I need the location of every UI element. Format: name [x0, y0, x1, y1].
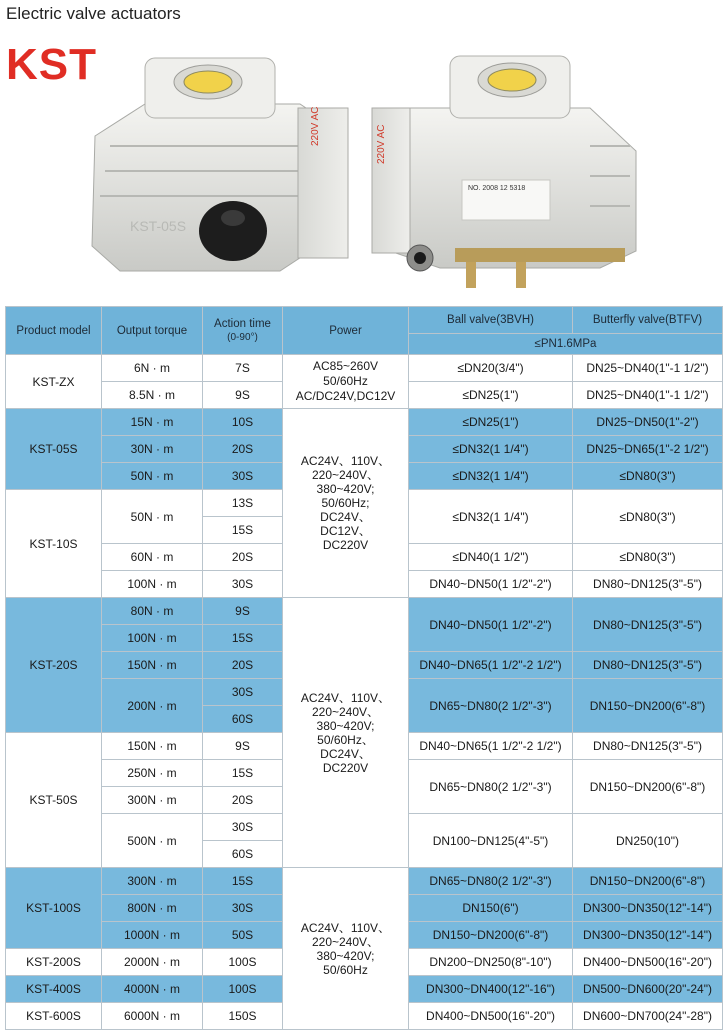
model-cell: KST-400S — [6, 976, 102, 1003]
torque-cell: 15N · m — [102, 409, 203, 436]
model-cell: KST-600S — [6, 1003, 102, 1030]
header-pressure: ≤PN1.6MPa — [409, 334, 723, 355]
torque-cell: 80N · m — [102, 598, 203, 625]
nameplate-text: NO. 2008 12 5318 — [468, 185, 526, 192]
power-cell-zx: AC85~260V 50/60Hz AC/DC24V,DC12V — [283, 355, 409, 409]
butterfly-cell: DN80~DN125(3"-5") — [573, 571, 723, 598]
torque-cell: 50N · m — [102, 463, 203, 490]
torque-cell: 100N · m — [102, 625, 203, 652]
torque-cell: 200N · m — [102, 679, 203, 733]
butterfly-cell: DN400~DN500(16"-20") — [573, 949, 723, 976]
ball-cell: DN40~DN65(1 1/2"-2 1/2") — [409, 652, 573, 679]
brand-logo: KST — [6, 40, 97, 89]
ball-cell: ≤DN32(1 1/4") — [409, 463, 573, 490]
time-cell: 15S — [203, 517, 283, 544]
butterfly-cell: DN150~DN200(6"-8") — [573, 760, 723, 814]
time-cell: 13S — [203, 490, 283, 517]
time-cell: 30S — [203, 814, 283, 841]
butterfly-cell: DN25~DN40(1"-1 1/2") — [573, 355, 723, 382]
ball-cell: DN100~DN125(4"-5") — [409, 814, 573, 868]
butterfly-cell: DN150~DN200(6"-8") — [573, 868, 723, 895]
time-cell: 20S — [203, 787, 283, 814]
torque-cell: 150N · m — [102, 733, 203, 760]
ball-cell: ≤DN25(1") — [409, 409, 573, 436]
butterfly-cell: DN25~DN65(1"-2 1/2") — [573, 436, 723, 463]
model-cell: KST-10S — [6, 490, 102, 598]
ball-cell: DN65~DN80(2 1/2"-3") — [409, 760, 573, 814]
butterfly-cell: DN300~DN350(12"-14") — [573, 922, 723, 949]
ball-cell: ≤DN25(1") — [409, 382, 573, 409]
model-cell: KST-20S — [6, 598, 102, 733]
model-embossing: KST-05S — [130, 218, 187, 234]
time-cell: 20S — [203, 436, 283, 463]
model-cell: KST-100S — [6, 868, 102, 949]
torque-cell: 8.5N · m — [102, 382, 203, 409]
torque-cell: 300N · m — [102, 868, 203, 895]
voltage-label-right: 220V AC — [376, 124, 387, 164]
time-cell: 100S — [203, 949, 283, 976]
butterfly-cell: DN600~DN700(24"-28") — [573, 1003, 723, 1030]
power-cell-group-a: AC24V、110V、 220~240V、 380~420V; 50/60Hz; DC24V、 DC12V、 DC220V — [283, 409, 409, 598]
torque-cell: 6N · m — [102, 355, 203, 382]
header-output-torque: Output torque — [102, 307, 203, 355]
header-power: Power — [283, 307, 409, 355]
ball-cell: DN65~DN80(2 1/2"-3") — [409, 868, 573, 895]
time-cell: 60S — [203, 841, 283, 868]
time-cell: 30S — [203, 571, 283, 598]
actuator-left — [92, 58, 348, 271]
ball-cell: DN40~DN50(1 1/2"-2") — [409, 571, 573, 598]
butterfly-cell: DN80~DN125(3"-5") — [573, 652, 723, 679]
butterfly-cell: ≤DN80(3") — [573, 544, 723, 571]
torque-cell: 30N · m — [102, 436, 203, 463]
spec-table — [5, 306, 723, 1030]
time-cell: 100S — [203, 976, 283, 1003]
butterfly-cell: DN500~DN600(20"-24") — [573, 976, 723, 1003]
time-cell: 9S — [203, 382, 283, 409]
header-action-time: Action time (0-90°) — [203, 307, 283, 355]
butterfly-cell: ≤DN80(3") — [573, 463, 723, 490]
torque-cell: 50N · m — [102, 490, 203, 544]
torque-cell: 500N · m — [102, 814, 203, 868]
butterfly-cell: ≤DN80(3") — [573, 490, 723, 544]
header-butterfly-valve: Butterfly valve(BTFV) — [573, 307, 723, 334]
page-title: Electric valve actuators — [6, 4, 181, 23]
ball-cell: DN150(6") — [409, 895, 573, 922]
power-cell-group-b: AC24V、110V、 220~240V、 380~420V; 50/60Hz、 DC24V、 DC220V — [283, 598, 409, 868]
ball-cell: ≤DN32(1 1/4") — [409, 436, 573, 463]
torque-cell: 6000N · m — [102, 1003, 203, 1030]
model-cell: KST-ZX — [6, 355, 102, 409]
butterfly-cell: DN25~DN50(1"-2") — [573, 409, 723, 436]
butterfly-cell: DN80~DN125(3"-5") — [573, 733, 723, 760]
torque-cell: 1000N · m — [102, 922, 203, 949]
header-ball-valve: Ball valve(3BVH) — [409, 307, 573, 334]
butterfly-cell: DN80~DN125(3"-5") — [573, 598, 723, 652]
model-cell: KST-200S — [6, 949, 102, 976]
butterfly-cell: DN150~DN200(6"-8") — [573, 679, 723, 733]
torque-cell: 100N · m — [102, 571, 203, 598]
torque-cell: 4000N · m — [102, 976, 203, 1003]
ball-cell: ≤DN20(3/4") — [409, 355, 573, 382]
ball-cell: DN40~DN65(1 1/2"-2 1/2") — [409, 733, 573, 760]
time-cell: 15S — [203, 868, 283, 895]
ball-cell: DN400~DN500(16"-20") — [409, 1003, 573, 1030]
header-product-model: Product model — [6, 307, 102, 355]
butterfly-cell: DN300~DN350(12"-14") — [573, 895, 723, 922]
time-cell: 10S — [203, 409, 283, 436]
model-cell: KST-05S — [6, 409, 102, 490]
torque-cell: 250N · m — [102, 760, 203, 787]
product-photo — [0, 46, 727, 296]
torque-cell: 800N · m — [102, 895, 203, 922]
time-cell: 7S — [203, 355, 283, 382]
ball-cell: ≤DN40(1 1/2") — [409, 544, 573, 571]
time-cell: 60S — [203, 706, 283, 733]
ball-cell: ≤DN32(1 1/4") — [409, 490, 573, 544]
time-cell: 15S — [203, 625, 283, 652]
ball-cell: DN65~DN80(2 1/2"-3") — [409, 679, 573, 733]
ball-cell: DN200~DN250(8"-10") — [409, 949, 573, 976]
torque-cell: 60N · m — [102, 544, 203, 571]
voltage-label-left: 220V AC — [310, 106, 321, 146]
butterfly-cell: DN25~DN40(1"-1 1/2") — [573, 382, 723, 409]
time-cell: 50S — [203, 922, 283, 949]
time-cell: 30S — [203, 463, 283, 490]
header-action-time-sub: (0-90°) — [227, 331, 258, 343]
torque-cell: 300N · m — [102, 787, 203, 814]
time-cell: 30S — [203, 679, 283, 706]
time-cell: 9S — [203, 733, 283, 760]
model-cell: KST-50S — [6, 733, 102, 868]
time-cell: 15S — [203, 760, 283, 787]
torque-cell: 150N · m — [102, 652, 203, 679]
power-cell-group-c: AC24V、110V、 220~240V、 380~420V; 50/60Hz — [283, 868, 409, 1030]
torque-cell: 2000N · m — [102, 949, 203, 976]
ball-cell: DN40~DN50(1 1/2"-2") — [409, 598, 573, 652]
time-cell: 150S — [203, 1003, 283, 1030]
butterfly-cell: DN250(10") — [573, 814, 723, 868]
time-cell: 9S — [203, 598, 283, 625]
time-cell: 30S — [203, 895, 283, 922]
actuator-right — [372, 56, 636, 288]
time-cell: 20S — [203, 652, 283, 679]
ball-cell: DN300~DN400(12"-16") — [409, 976, 573, 1003]
ball-cell: DN150~DN200(6"-8") — [409, 922, 573, 949]
time-cell: 20S — [203, 544, 283, 571]
